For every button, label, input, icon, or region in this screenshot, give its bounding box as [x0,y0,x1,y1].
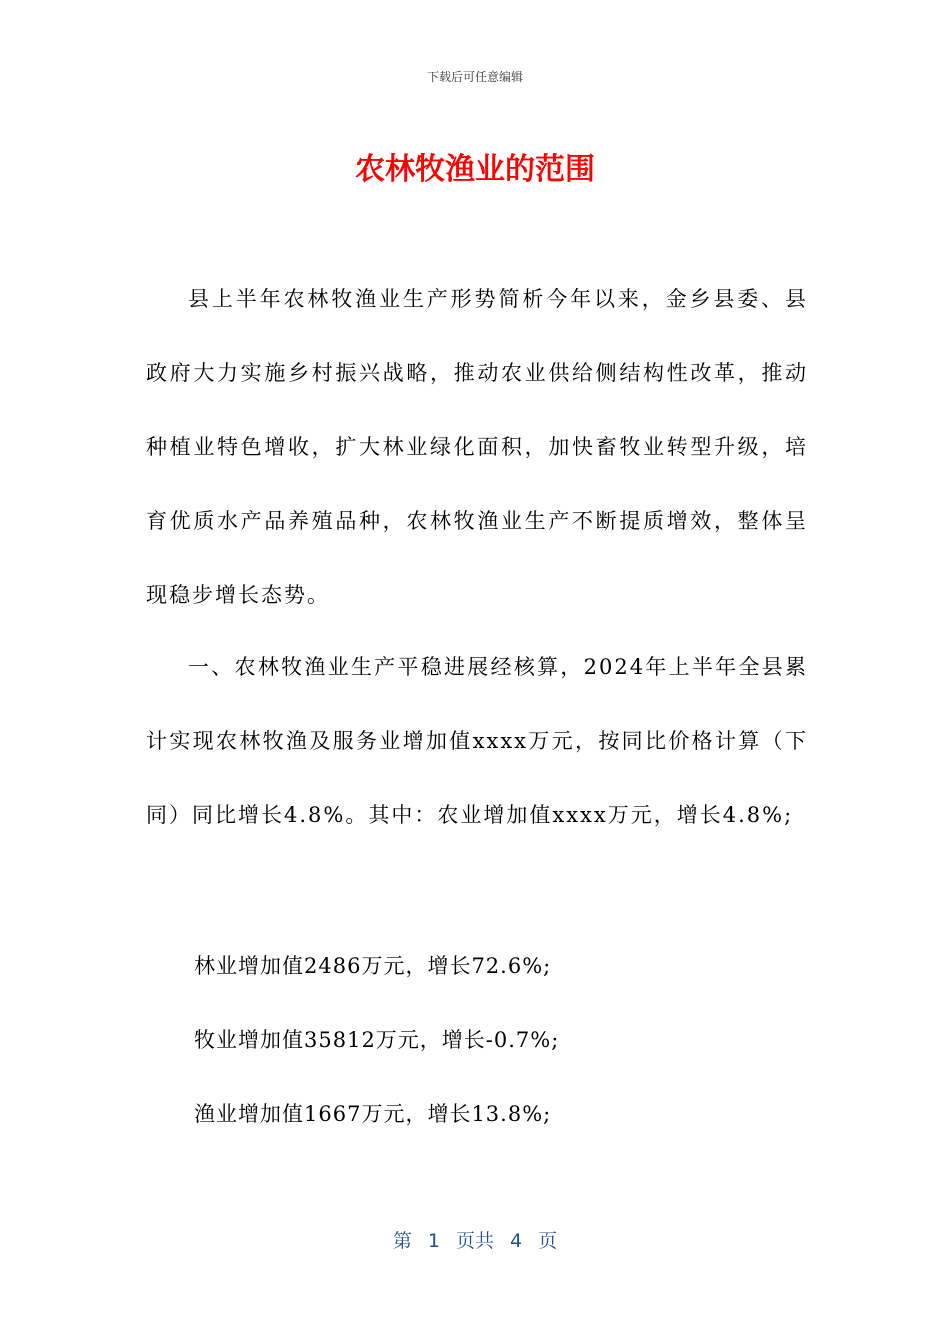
paragraph-text: 一、农林牧渔业生产平稳进展经核算，2024年上半年全县累计实现农林牧渔及服务业增加值xxxx万元，按同比价格计算（下同）同比增长4.8%。其中：农业增加值xxxx万元，增长4.8%; [146,655,808,827]
footer-current-page: 1 [427,1230,440,1252]
footer-suffix: 页 [538,1230,558,1252]
footer-middle: 页共 [455,1230,494,1252]
page-footer [0,1226,950,1253]
footer-total-pages: 4 [510,1230,523,1252]
paragraph-text: 县上半年农林牧渔业生产形势简析今年以来，金乡县委、县政府大力实施乡村振兴战略，推动农业供给侧结构性改革，推动种植业特色增收，扩大林业绿化面积，加快畜牧业转型升级，培育优质水产品养殖品种，农林牧渔业生产不断提质增效，整体呈现稳步增长态势。 [146,287,808,607]
header-note: 下载后可任意编辑 [426,70,523,84]
forestry-line: 林业增加值2486万元，增长72.6%; [194,954,552,978]
livestock-line: 牧业增加值35812万元，增长-0.7%; [194,1028,560,1052]
fishery-line: 渔业增加值1667万元，增长13.8%; [194,1102,552,1126]
paragraph-intro [146,262,808,632]
document-title: 农林牧渔业的范围 [355,152,595,187]
paragraph-section-one [146,630,808,852]
footer-prefix: 第 [392,1230,412,1252]
